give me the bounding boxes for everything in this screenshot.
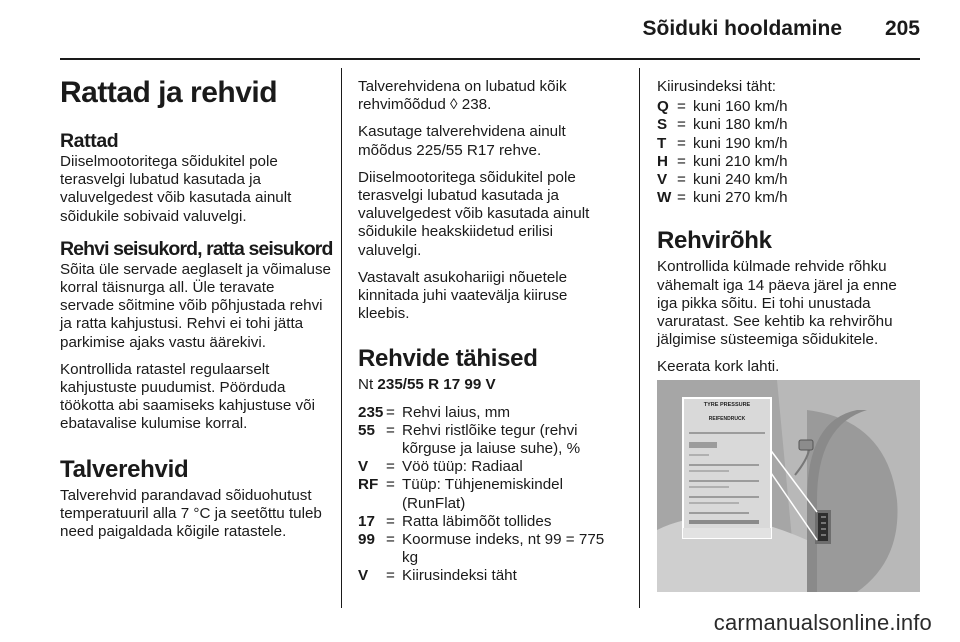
winter-sizes-text: Talverehvidena on lubatud kõik rehvimõõdud ◊ 238.	[358, 78, 567, 114]
speed-value: kuni 190 km/h	[693, 134, 788, 152]
label-subtitle: REIFENDRUCK	[708, 416, 746, 422]
speed-row	[657, 116, 920, 134]
speed-index-heading: Kiirusindeksi täht:	[657, 78, 777, 95]
definition-row	[358, 531, 620, 567]
definition-row	[358, 458, 620, 476]
definition-key: V	[358, 458, 369, 476]
tyre-condition-para-2: Kontrollida ratastel regulaarselt kahjustuste puudumist. Pöörduda töökotta abi saamiseks kahjustuse või ebatavalise kulumise korral.	[60, 360, 315, 433]
speed-row	[657, 171, 920, 189]
definition-row	[358, 476, 620, 512]
speed-row	[657, 153, 920, 171]
speed-equals: =	[677, 152, 686, 170]
speed-value: kuni 270 km/h	[693, 189, 788, 207]
speed-index-list	[657, 98, 920, 207]
definition-equals: =	[386, 476, 395, 494]
winter-tyres-text: Talverehvid parandavad sõiduohutust temperatuuril alla 7 °C ja seetõttu tuleb need paigaldada kõigile ratastele.	[60, 486, 322, 541]
example-prefix: Nt	[358, 376, 374, 394]
definition-value: Tüüp: Tühjenemiskindel (RunFlat)	[402, 476, 563, 512]
speed-equals: =	[677, 116, 686, 134]
tyre-pressure-text: Kontrollida külmade rehvide rõhku vähemalt iga 14 päeva järel ja enne iga pikka sõitu. Ei tohi unustada varuratast. See kehtib ka rehvirõhu jälgimise süsteemiga sõidukitele.	[657, 258, 897, 349]
definition-row	[358, 513, 620, 531]
tyre-pressure-heading: Rehvirõhk	[657, 227, 772, 255]
speed-key: W	[657, 189, 672, 207]
speed-equals: =	[677, 171, 686, 189]
page-number: 205	[884, 17, 920, 40]
tyre-condition-para-1: Sõita üle servade aeglaselt ja võimaluse korral täisnurga all. Üle teravate servade sõitmine võib põhjustada rehvi ja ratta kahjustusi. Rehvi ei tohi jätta parkimise ajaks vastu äärekivi.	[60, 260, 332, 351]
column-2	[358, 78, 620, 586]
definition-value: Rehvi ristlõike tegur (rehvi kõrguse ja laiuse suhe), %	[402, 421, 581, 458]
definition-equals: =	[386, 567, 395, 585]
speed-row	[657, 135, 920, 153]
example-code: 235/55 R 17 99 V	[377, 376, 496, 394]
definition-equals: =	[386, 531, 395, 549]
speed-key: V	[657, 171, 668, 189]
speed-equals: =	[677, 134, 686, 152]
definition-value: Vöö tüüp: Radiaal	[402, 458, 523, 476]
chapter-title: Rattad ja rehvid	[60, 76, 278, 109]
column-divider-1	[341, 68, 342, 608]
speed-value: kuni 180 km/h	[693, 116, 788, 134]
diesel-wheels-text: Diiselmootoritega sõidukitel pole terasvelgi lubatud kasutada ja valuvelgedest võib kasutada ainult sõidukile heakskiidetud erilisi valuvelgi.	[358, 168, 590, 259]
tyre-marking-example	[358, 376, 620, 394]
definition-equals: =	[386, 512, 395, 530]
speed-equals: =	[677, 98, 686, 116]
column-3	[657, 78, 920, 386]
definition-key: 99	[358, 531, 375, 549]
speed-key: S	[657, 116, 668, 134]
speed-value: kuni 160 km/h	[693, 98, 788, 116]
definition-key: 235	[358, 403, 384, 421]
definition-row	[358, 422, 620, 458]
tyre-pressure-instruction: Keerata kork lahti.	[657, 358, 780, 376]
definition-equals: =	[386, 421, 395, 439]
definition-value: Rehvi laius, mm	[402, 403, 511, 421]
definition-equals: =	[386, 458, 395, 476]
definition-key: V	[358, 567, 369, 585]
speed-row	[657, 98, 920, 116]
speed-row	[657, 189, 920, 207]
definition-key: RF	[358, 476, 379, 494]
speed-sticker-text: Vastavalt asukohariigi nõuetele kinnitada juhi vaatevälja kiiruse kleebis.	[358, 268, 568, 323]
definition-row	[358, 404, 620, 422]
tyre-condition-heading: Rehvi seisukord, ratta seisukord	[60, 237, 333, 260]
definition-key: 55	[358, 421, 375, 439]
winter-size-restriction-text: Kasutage talverehvidena ainult mõõdus 225/55 R17 rehve.	[358, 123, 566, 159]
tyre-markings-heading: Rehvide tähised	[358, 345, 538, 373]
speed-value: kuni 240 km/h	[693, 171, 788, 189]
speed-key: Q	[657, 98, 669, 116]
winter-tyres-heading: Talverehvid	[60, 455, 189, 483]
wheels-text: Diiselmootoritega sõidukitel pole terasvelgi lubatud kasutada ja valuvelgedest võib kasutada ainult sõidukile sobivaid valuvelgi.	[60, 153, 292, 225]
speed-equals: =	[677, 189, 686, 207]
column-divider-2	[639, 68, 640, 608]
speed-key: T	[657, 134, 667, 152]
page-header	[0, 0, 960, 58]
definition-equals: =	[386, 403, 395, 421]
section-title: Sõiduki hooldamine	[642, 17, 842, 40]
definition-value: Kiirusindeksi täht	[402, 567, 517, 585]
label-title: TYRE PRESSURE	[703, 402, 751, 408]
speed-value: kuni 210 km/h	[693, 152, 788, 170]
definition-value: Koormuse indeks, nt 99 = 775 kg	[402, 531, 605, 567]
tyre-marking-definitions	[358, 404, 620, 586]
wheels-heading: Rattad	[60, 130, 119, 152]
column-1	[60, 62, 332, 550]
definition-key: 17	[358, 512, 375, 530]
definition-row	[358, 567, 620, 585]
fuel-flap-illustration	[657, 380, 920, 592]
speed-key: H	[657, 152, 668, 170]
fuel-flap-drawing	[657, 380, 920, 592]
header-rule	[60, 58, 920, 60]
definition-value: Ratta läbimõõt tollides	[402, 512, 552, 530]
watermark-link[interactable]: carmanualsonline.info	[713, 610, 932, 635]
